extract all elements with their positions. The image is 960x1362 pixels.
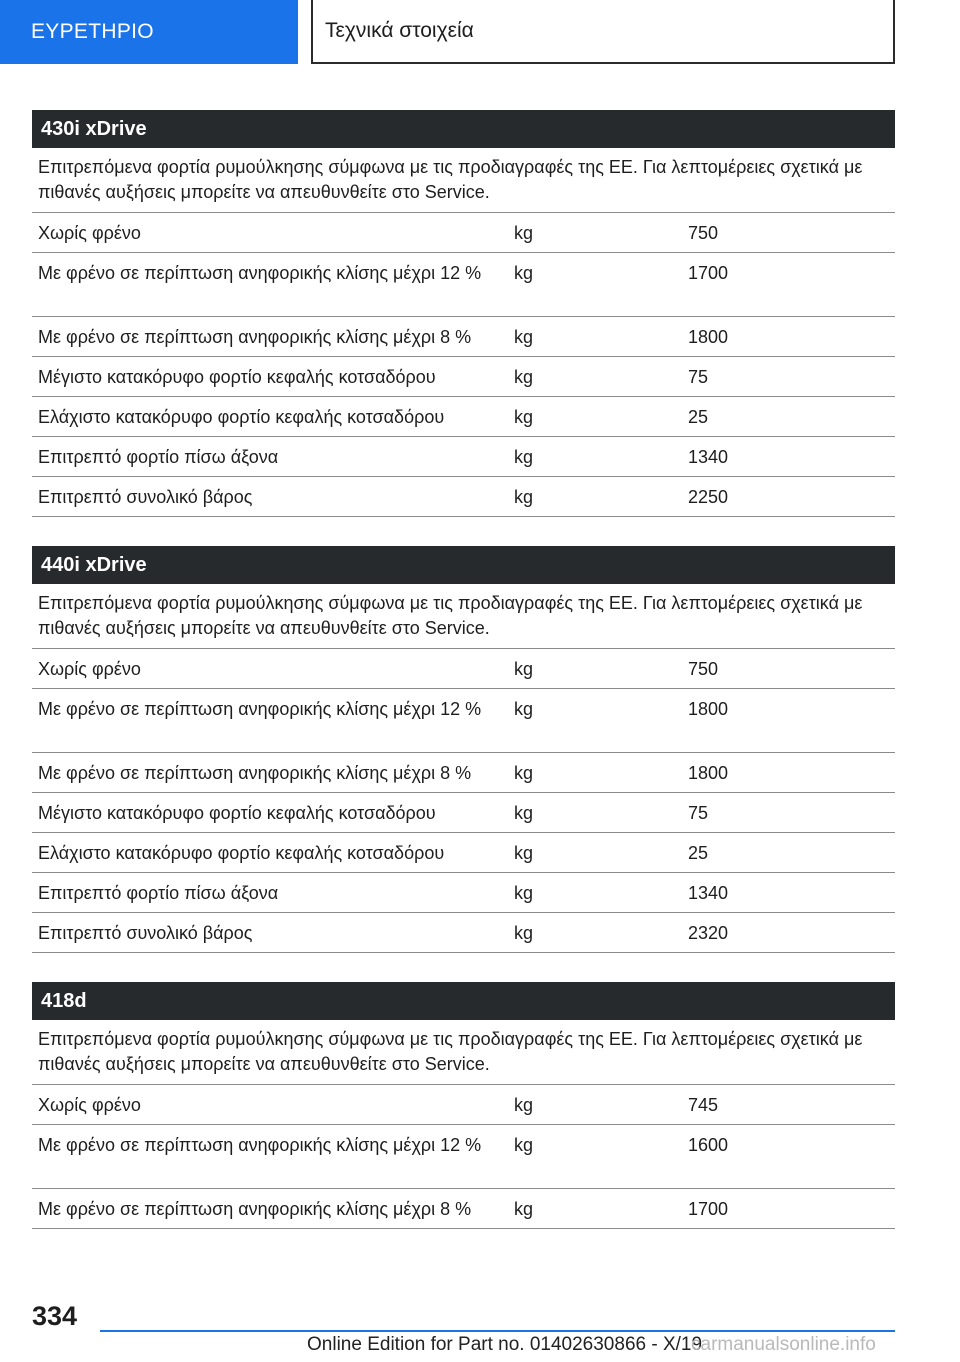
row-value: 745 bbox=[688, 1095, 719, 1115]
row-value: 2250 bbox=[688, 487, 729, 507]
row-unit: kg bbox=[514, 447, 534, 467]
table-row bbox=[32, 1125, 895, 1189]
row-value: 25 bbox=[688, 407, 709, 427]
row-label: Ελάχιστο κατακόρυφο φορτίο κεφαλής κοτσαδόρου bbox=[38, 407, 445, 427]
table-row bbox=[32, 253, 895, 317]
table-row bbox=[32, 649, 895, 689]
row-unit: kg bbox=[514, 803, 534, 823]
section-430i-xdrive bbox=[32, 110, 895, 517]
table-row bbox=[32, 437, 895, 477]
row-value: 1800 bbox=[688, 763, 729, 783]
section-description: Επιτρεπόμενα φορτία ρυμούλκησης σύμφωνα με τις προδιαγραφές της ΕΕ. Για λεπτομέρειες σχετικά με πιθανές αυξήσεις μπορείτε να απευθυνθείτε στο Service. bbox=[32, 584, 895, 649]
row-unit: kg bbox=[514, 367, 534, 387]
row-unit: kg bbox=[514, 1095, 534, 1115]
row-label: Επιτρεπτό συνολικό βάρος bbox=[38, 487, 253, 507]
row-label: Επιτρεπτό φορτίο πίσω άξονα bbox=[38, 883, 279, 903]
table-row bbox=[32, 753, 895, 793]
row-label: Με φρένο σε περίπτωση ανηφορικής κλίσης μέχρι 8 % bbox=[38, 327, 472, 347]
row-value: 750 bbox=[688, 223, 719, 243]
section-418d bbox=[32, 982, 895, 1229]
row-label: Με φρένο σε περίπτωση ανηφορικής κλίσης μέχρι 8 % bbox=[38, 1199, 472, 1219]
row-value: 75 bbox=[688, 803, 709, 823]
row-value: 750 bbox=[688, 659, 719, 679]
row-unit: kg bbox=[514, 1135, 534, 1155]
row-label: Με φρένο σε περίπτωση ανηφορικής κλίσης μέχρι 8 % bbox=[38, 763, 472, 783]
row-label: Επιτρεπτό συνολικό βάρος bbox=[38, 923, 253, 943]
edition-text: Online Edition for Part no. 01402630866 - X/19 bbox=[307, 1334, 703, 1355]
table-row bbox=[32, 913, 895, 953]
section-title: 418d bbox=[32, 982, 895, 1020]
page-number: 334 bbox=[32, 1301, 78, 1331]
table-row bbox=[32, 689, 895, 753]
section-title: 430i xDrive bbox=[32, 110, 895, 148]
table-row bbox=[32, 1189, 895, 1229]
row-unit: kg bbox=[514, 699, 534, 719]
row-label: Επιτρεπτό φορτίο πίσω άξονα bbox=[38, 447, 279, 467]
row-unit: kg bbox=[514, 487, 534, 507]
row-label: Χωρίς φρένο bbox=[38, 659, 141, 679]
table-row bbox=[32, 357, 895, 397]
row-value: 1600 bbox=[688, 1135, 729, 1155]
row-unit: kg bbox=[514, 923, 534, 943]
row-value: 1800 bbox=[688, 699, 729, 719]
footer-divider bbox=[100, 1330, 895, 1332]
row-label: Μέγιστο κατακόρυφο φορτίο κεφαλής κοτσαδόρου bbox=[38, 367, 436, 387]
table-row bbox=[32, 397, 895, 437]
section-description: Επιτρεπόμενα φορτία ρυμούλκησης σύμφωνα με τις προδιαγραφές της ΕΕ. Για λεπτομέρειες σχετικά με πιθανές αυξήσεις μπορείτε να απευθυνθείτε στο Service. bbox=[32, 148, 895, 213]
row-label: Με φρένο σε περίπτωση ανηφορικής κλίσης μέχρι 12 % bbox=[38, 1135, 482, 1155]
row-value: 2320 bbox=[688, 923, 729, 943]
row-unit: kg bbox=[514, 407, 534, 427]
row-value: 1340 bbox=[688, 883, 729, 903]
watermark-text: carmanualsonline.info bbox=[691, 1334, 876, 1355]
index-tab[interactable]: ΕΥΡΕΤΗΡΙΟ bbox=[0, 0, 298, 64]
row-unit: kg bbox=[514, 843, 534, 863]
table-row bbox=[32, 317, 895, 357]
row-value: 1700 bbox=[688, 263, 729, 283]
row-label: Χωρίς φρένο bbox=[38, 223, 141, 243]
row-unit: kg bbox=[514, 263, 534, 283]
section-title: 440i xDrive bbox=[32, 546, 895, 584]
row-value: 75 bbox=[688, 367, 709, 387]
table-row bbox=[32, 833, 895, 873]
table-row bbox=[32, 213, 895, 253]
row-unit: kg bbox=[514, 659, 534, 679]
table-row bbox=[32, 793, 895, 833]
row-value: 1340 bbox=[688, 447, 729, 467]
row-value: 1800 bbox=[688, 327, 729, 347]
table-row bbox=[32, 477, 895, 517]
chapter-title: Τεχνικά στοιχεία bbox=[311, 0, 895, 64]
row-unit: kg bbox=[514, 883, 534, 903]
row-value: 1700 bbox=[688, 1199, 729, 1219]
row-label: Χωρίς φρένο bbox=[38, 1095, 141, 1115]
row-label: Ελάχιστο κατακόρυφο φορτίο κεφαλής κοτσαδόρου bbox=[38, 843, 445, 863]
row-value: 25 bbox=[688, 843, 709, 863]
table-row bbox=[32, 873, 895, 913]
row-label: Μέγιστο κατακόρυφο φορτίο κεφαλής κοτσαδόρου bbox=[38, 803, 436, 823]
row-unit: kg bbox=[514, 1199, 534, 1219]
row-unit: kg bbox=[514, 327, 534, 347]
section-440i-xdrive bbox=[32, 546, 895, 953]
section-description: Επιτρεπόμενα φορτία ρυμούλκησης σύμφωνα με τις προδιαγραφές της ΕΕ. Για λεπτομέρειες σχετικά με πιθανές αυξήσεις μπορείτε να απευθυνθείτε στο Service. bbox=[32, 1020, 895, 1085]
table-row bbox=[32, 1085, 895, 1125]
row-unit: kg bbox=[514, 223, 534, 243]
row-label: Με φρένο σε περίπτωση ανηφορικής κλίσης μέχρι 12 % bbox=[38, 263, 482, 283]
row-label: Με φρένο σε περίπτωση ανηφορικής κλίσης μέχρι 12 % bbox=[38, 699, 482, 719]
row-unit: kg bbox=[514, 763, 534, 783]
